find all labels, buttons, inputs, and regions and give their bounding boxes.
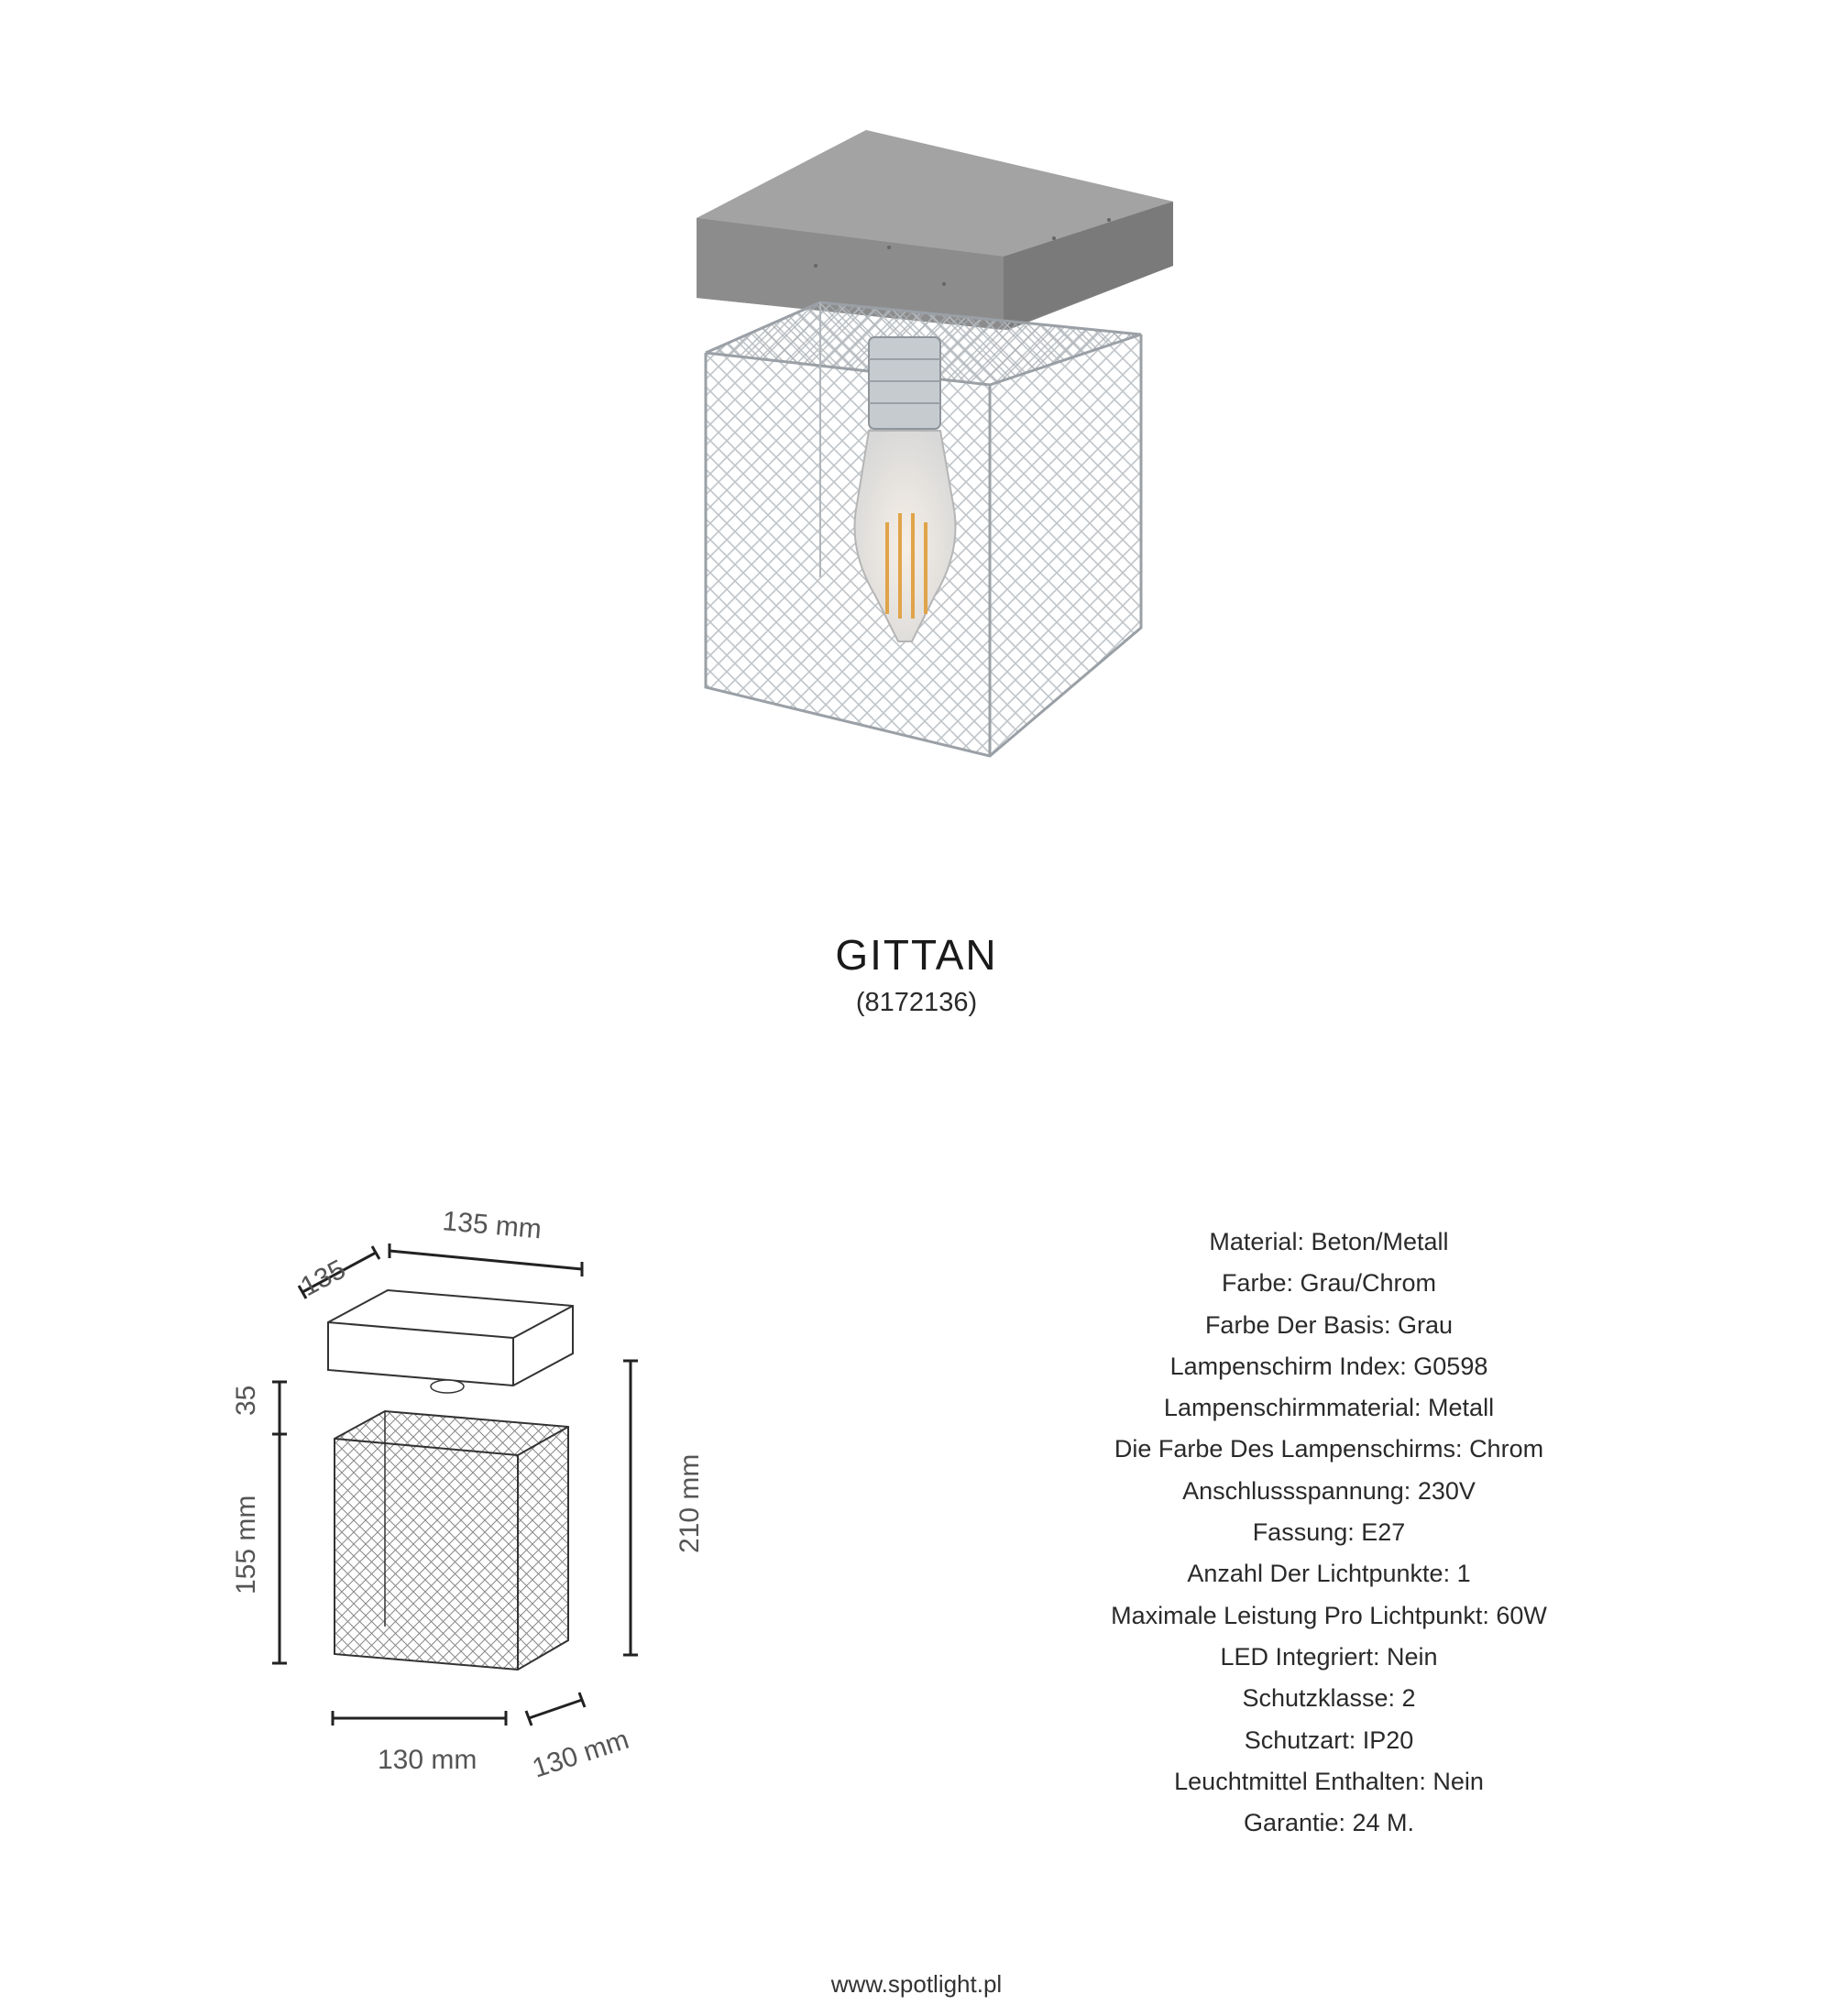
spec-value: Nein: [1387, 1642, 1438, 1671]
lamp-outline: [328, 1290, 573, 1670]
spec-label: Schutzklasse: [1242, 1684, 1388, 1713]
spec-label: Lampenschirmmaterial: [1163, 1394, 1415, 1422]
dim-top-width: 135 mm: [441, 1206, 543, 1245]
spec-label: Lampenschirm Index: [1169, 1352, 1400, 1380]
spec-value: Grau: [1398, 1310, 1454, 1339]
spec-value: Chrom: [1469, 1435, 1544, 1463]
spec-row: Garantie: 24 M.: [1243, 1809, 1415, 1837]
product-title: GITTAN: [835, 931, 998, 979]
spec-label: LED Integriert: [1220, 1642, 1374, 1671]
spec-row: Lampenschirm Index: G0598: [1169, 1352, 1488, 1380]
spec-value: Beton/Metall: [1311, 1228, 1449, 1255]
spec-row: Farbe: Grau/Chrom: [1221, 1269, 1437, 1298]
spec-row: Die Farbe Des Lampenschirms: Chrom: [1114, 1435, 1544, 1463]
spec-row: Anschlussspannung: 230V: [1182, 1476, 1476, 1505]
spec-value: Nein: [1432, 1767, 1484, 1795]
spec-row: Material: Beton/Metall: [1209, 1228, 1449, 1255]
spec-label: Leuchtmittel Enthalten: [1174, 1767, 1420, 1795]
spec-label: Garantie: [1243, 1809, 1339, 1837]
spec-label: Farbe: [1221, 1269, 1287, 1298]
spec-value: 24 M.: [1352, 1809, 1415, 1837]
dim-bottom-width: 130 mm: [378, 1745, 477, 1775]
spec-row: LED Integriert: Nein: [1220, 1642, 1438, 1671]
spec-value: E27: [1361, 1518, 1406, 1547]
spec-row: Lampenschirmmaterial: Metall: [1163, 1394, 1495, 1422]
product-code: (8172136): [855, 988, 978, 1017]
spec-row: Anzahl Der Lichtpunkte: 1: [1187, 1560, 1471, 1588]
spec-list: [1008, 1222, 1650, 1844]
spec-label: Die Farbe Des Lampenschirms: [1114, 1435, 1456, 1463]
spec-label: Anschlussspannung: [1182, 1476, 1404, 1505]
spec-label: Farbe Der Basis: [1204, 1310, 1385, 1339]
spec-row: Maximale Leistung Pro Lichtpunkt: 60W: [1111, 1601, 1547, 1629]
spec-value: 1: [1456, 1560, 1471, 1588]
spec-label: Fassung: [1252, 1518, 1348, 1547]
spec-value: 2: [1401, 1684, 1416, 1713]
spec-value: Grau/Chrom: [1300, 1269, 1437, 1298]
footer-url: www.spotlight.pl: [830, 1970, 1003, 1998]
product-image: [669, 119, 1182, 779]
dimension-drawing: [211, 1206, 705, 1796]
spec-row: Leuchtmittel Enthalten: Nein: [1174, 1767, 1484, 1795]
dim-shade-height: 155 mm: [231, 1495, 261, 1594]
dim-bottom-depth: 130 mm: [528, 1724, 633, 1784]
spec-label: Material: [1209, 1228, 1298, 1255]
spec-row: Schutzart: IP20: [1244, 1726, 1414, 1754]
spec-value: G0598: [1413, 1352, 1488, 1380]
spec-value: Metall: [1428, 1394, 1495, 1422]
spec-row: Schutzklasse: 2: [1242, 1684, 1416, 1713]
spec-label: Schutzart: [1244, 1726, 1349, 1754]
lamp-socket: [869, 337, 940, 429]
dim-top-depth: 135: [295, 1254, 351, 1303]
spec-label: Anzahl Der Lichtpunkte: [1187, 1560, 1443, 1588]
spec-row: Fassung: E27: [1252, 1518, 1406, 1547]
spec-row: Farbe Der Basis: Grau: [1204, 1310, 1454, 1339]
spec-value: IP20: [1362, 1726, 1414, 1754]
spec-value: 230V: [1417, 1476, 1476, 1505]
dim-base-height: 35: [231, 1385, 261, 1416]
concrete-base: [697, 130, 1173, 330]
spec-value: 60W: [1496, 1601, 1547, 1629]
spec-label: Maximale Leistung Pro Lichtpunkt: [1111, 1601, 1483, 1629]
dim-total-height: 210 mm: [675, 1453, 705, 1553]
